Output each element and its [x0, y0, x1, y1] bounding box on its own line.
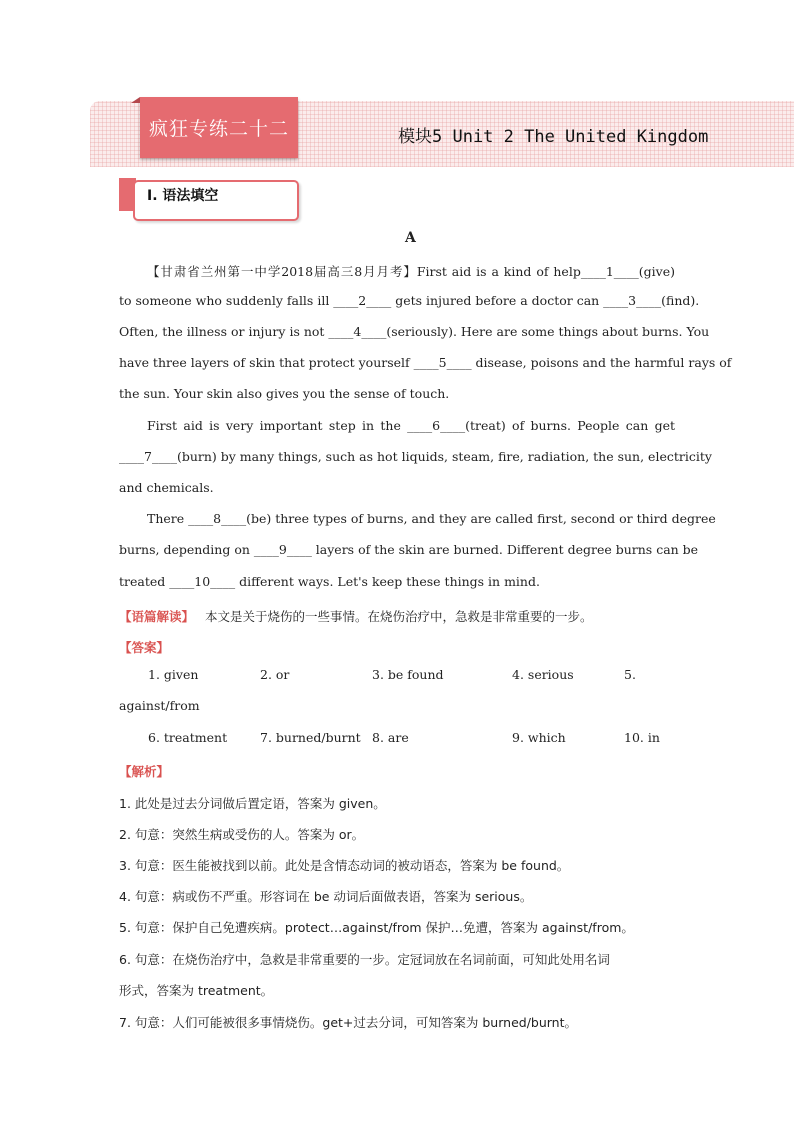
passage-line: There ____8____(be) three types of burns, and they are called first, second or third degree	[147, 511, 716, 526]
passage-line: and chemicals.	[119, 480, 214, 495]
passage-label: A	[405, 230, 416, 246]
passage-line: treated ____10____ different ways. Let's keep these things in mind.	[119, 574, 540, 589]
explanation-label: 【解析】	[119, 764, 170, 779]
answer-item: 4. serious	[512, 667, 574, 682]
answer-item: 3. be found	[372, 667, 444, 682]
explanation-line: 5. 句意：保护自己免遭疾病。protect…against/from 保护…免遭，答案为 against/from。	[119, 920, 634, 935]
unit-title: 模块5 Unit 2 The United Kingdom	[398, 127, 709, 147]
explanation-line: 1. 此处是过去分词做后置定语，答案为 given。	[119, 796, 386, 811]
answer-item: 10. in	[624, 730, 660, 745]
passage-line: the sun. Your skin also gives you the sense of touch.	[119, 386, 450, 401]
explanation-line: 4. 句意：病或伤不严重。形容词在 be 动词后面做表语，答案为 serious。	[119, 889, 533, 904]
analysis-label: 【语篇解读】	[119, 609, 195, 624]
answer-item: 1. given	[148, 667, 199, 682]
answer-item: 2. or	[260, 667, 290, 682]
passage-line: have three layers of skin that protect yourself ____5____ disease, poisons and the harmful rays of	[119, 355, 732, 370]
ribbon-title: 疯狂专练二十二	[148, 118, 289, 140]
explanation-line: 3. 句意：医生能被找到以前。此处是含情态动词的被动语态，答案为 be found。	[119, 858, 570, 873]
explanation-line: 7. 句意：人们可能被很多事情烧伤。get+过去分词，可知答案为 burned/burnt。	[119, 1015, 578, 1030]
answer-item: 8. are	[372, 730, 409, 745]
passage-line: Often, the illness or injury is not ____4____(seriously). Here are some things about burns. You	[119, 324, 710, 339]
passage-line: 【甘肃省兰州第一中学2018届高三8月月考】First aid is a kind of help____1____(give)	[147, 264, 675, 279]
explanation-line: 2. 句意：突然生病或受伤的人。答案为 or。	[119, 827, 365, 842]
answer-item: 6. treatment	[148, 730, 228, 745]
answer-item: against/from	[119, 698, 200, 713]
answer-item: 5.	[624, 667, 636, 682]
answer-item: 9. which	[512, 730, 566, 745]
passage-line: ____7____(burn) by many things, such as hot liquids, steam, fire, radiation, the sun, electricity	[119, 449, 712, 464]
answers-label: 【答案】	[119, 640, 170, 655]
passage-line: to someone who suddenly falls ill ____2____ gets injured before a doctor can ____3____(find).	[119, 293, 700, 308]
analysis-text: 本文是关于烧伤的一些事情。在烧伤治疗中，急救是非常重要的一步。	[205, 609, 593, 624]
explanation-line: 形式，答案为 treatment。	[119, 983, 274, 998]
passage-line: First aid is very important step in the ____6____(treat) of burns. People can get	[147, 418, 675, 433]
passage-line: burns, depending on ____9____ layers of the skin are burned. Different degree burns can be	[119, 542, 699, 557]
section-label: Ⅰ. 语法填空	[147, 188, 219, 204]
title-ribbon	[140, 97, 298, 158]
explanation-line: 6. 句意：在烧伤治疗中，急救是非常重要的一步。定冠词放在名词前面，可知此处用名词	[119, 952, 610, 967]
answer-item: 7. burned/burnt	[260, 730, 361, 745]
